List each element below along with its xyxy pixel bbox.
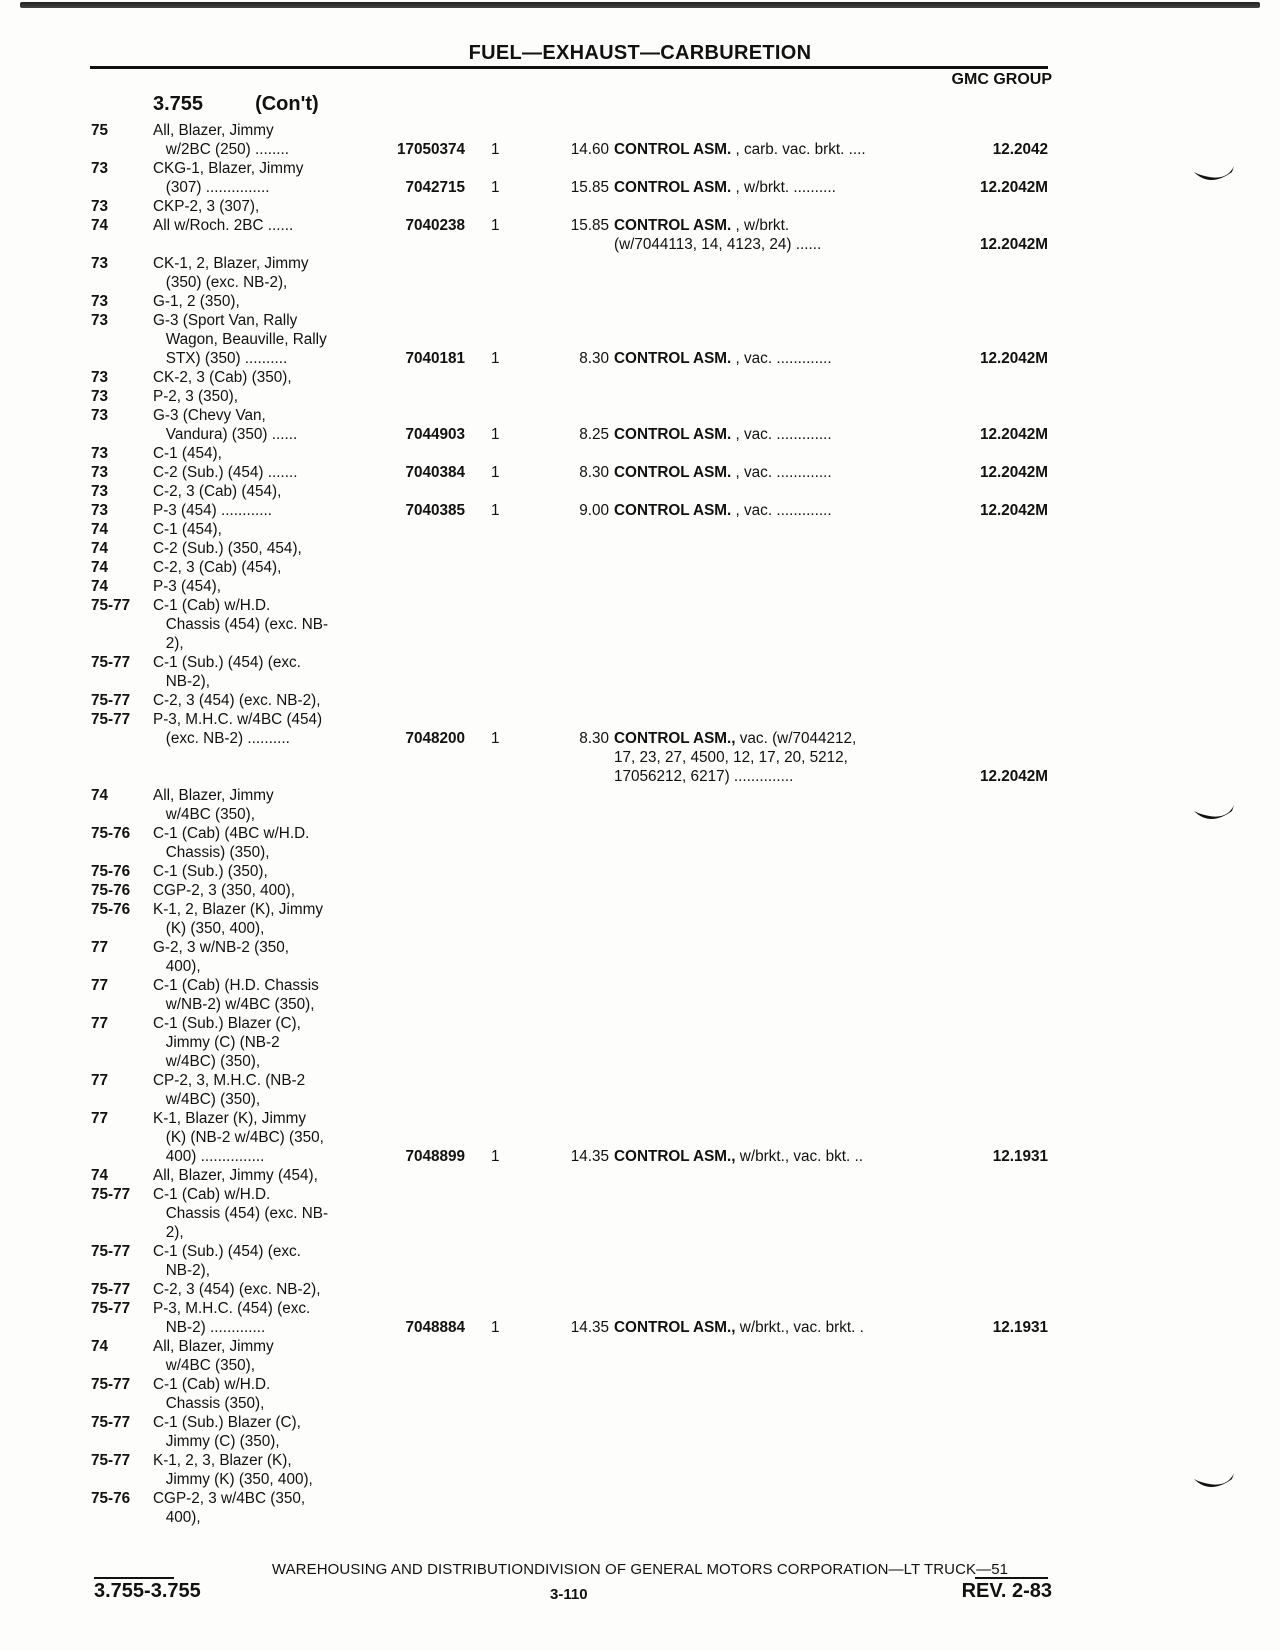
section-heading bbox=[153, 93, 319, 116]
application-text: C-1 (Cab) w/H.D. bbox=[153, 597, 271, 614]
application-line bbox=[0, 577, 1280, 596]
application-text: Wagon, Beauville, Rally bbox=[153, 331, 327, 348]
model-year: 77 bbox=[91, 1015, 109, 1032]
application-line bbox=[0, 1090, 1280, 1109]
application-line bbox=[0, 1432, 1280, 1451]
part-detail: , vac. ............. bbox=[731, 350, 832, 367]
application-text: K-1, 2, Blazer (K), Jimmy bbox=[153, 901, 323, 918]
application-line bbox=[0, 805, 1280, 824]
application-text: C-1 (Cab) (H.D. Chassis bbox=[153, 977, 319, 994]
price: 15.85 bbox=[570, 179, 609, 196]
application-text: (exc. NB-2) .......... bbox=[153, 730, 290, 747]
model-year: 75-76 bbox=[91, 825, 131, 842]
application-line bbox=[0, 710, 1280, 729]
model-year: 73 bbox=[91, 255, 109, 272]
application-text: C-1 (Sub.) (454) (exc. bbox=[153, 1243, 301, 1260]
title-rule bbox=[90, 66, 1048, 69]
part-description bbox=[614, 1147, 863, 1166]
application-text: NB-2), bbox=[153, 1262, 210, 1279]
application-line bbox=[0, 1242, 1280, 1261]
group-reference: 12.2042M bbox=[979, 236, 1048, 253]
model-year: 73 bbox=[91, 483, 109, 500]
part-number: 7040384 bbox=[405, 464, 465, 481]
part-description bbox=[614, 216, 789, 235]
model-year: 74 bbox=[91, 540, 109, 557]
model-year: 75-76 bbox=[91, 882, 131, 899]
quantity: 1 bbox=[491, 217, 500, 234]
application-line bbox=[0, 1128, 1280, 1147]
application-line bbox=[0, 1223, 1280, 1242]
application-line bbox=[0, 1109, 1280, 1128]
application-text: Vandura) (350) ...... bbox=[153, 426, 298, 443]
application-text: STX) (350) .......... bbox=[153, 350, 288, 367]
part-name: CONTROL ASM. bbox=[614, 502, 732, 519]
application-line bbox=[0, 482, 1280, 501]
application-text: CK-1, 2, Blazer, Jimmy bbox=[153, 255, 309, 272]
quantity: 1 bbox=[491, 350, 500, 367]
model-year: 75-77 bbox=[91, 1376, 131, 1393]
group-reference: 12.2042M bbox=[979, 426, 1048, 443]
quantity: 1 bbox=[491, 426, 500, 443]
price: 9.00 bbox=[579, 502, 609, 519]
application-line bbox=[0, 1451, 1280, 1470]
application-text: w/2BC (250) ........ bbox=[153, 141, 290, 158]
application-text: C-2, 3 (Cab) (454), bbox=[153, 483, 282, 500]
application-line bbox=[0, 1071, 1280, 1090]
application-line bbox=[0, 444, 1280, 463]
application-text: G-1, 2 (350), bbox=[153, 293, 240, 310]
application-line bbox=[0, 292, 1280, 311]
quantity: 1 bbox=[491, 1319, 500, 1336]
application-line bbox=[0, 1299, 1280, 1318]
application-text: NB-2) ............. bbox=[153, 1319, 266, 1336]
application-text: NB-2), bbox=[153, 673, 210, 690]
application-text: 400), bbox=[153, 958, 201, 975]
part-description bbox=[614, 425, 832, 444]
part-detail: , w/brkt. .......... bbox=[731, 179, 836, 196]
application-text: Jimmy (C) (350), bbox=[153, 1433, 280, 1450]
part-number: 7044903 bbox=[405, 426, 465, 443]
part-name: CONTROL ASM. bbox=[614, 179, 732, 196]
part-detail: , carb. vac. brkt. .... bbox=[731, 141, 866, 158]
footer-page-number: 3-110 bbox=[550, 1586, 588, 1603]
application-text: G-2, 3 w/NB-2 (350, bbox=[153, 939, 290, 956]
model-year: 74 bbox=[91, 217, 109, 234]
application-line bbox=[0, 159, 1280, 178]
application-line bbox=[0, 1489, 1280, 1508]
part-name: CONTROL ASM., bbox=[614, 1319, 736, 1336]
group-reference: 12.2042 bbox=[992, 141, 1048, 158]
part-description bbox=[614, 729, 856, 748]
application-text: C-2, 3 (Cab) (454), bbox=[153, 559, 282, 576]
page-title: FUEL—EXHAUST—CARBURETION bbox=[468, 42, 812, 64]
application-line bbox=[0, 1261, 1280, 1280]
part-detail: (w/7044113, 14, 4123, 24) ...... bbox=[614, 236, 822, 253]
binder-hole-mark bbox=[1192, 166, 1236, 188]
application-text: Chassis (454) (exc. NB- bbox=[153, 1205, 329, 1222]
application-text: C-2, 3 (454) (exc. NB-2), bbox=[153, 1281, 321, 1298]
part-number: 7048899 bbox=[405, 1148, 465, 1165]
application-line bbox=[0, 919, 1280, 938]
application-line bbox=[0, 520, 1280, 539]
part-description bbox=[614, 463, 832, 482]
quantity: 1 bbox=[491, 179, 500, 196]
application-line bbox=[0, 558, 1280, 577]
group-reference: 12.2042M bbox=[979, 350, 1048, 367]
application-line bbox=[0, 881, 1280, 900]
application-text: 400) ............... bbox=[153, 1148, 265, 1165]
group-reference: 12.2042M bbox=[979, 768, 1048, 785]
application-text: P-2, 3 (350), bbox=[153, 388, 239, 405]
application-text: K-1, Blazer (K), Jimmy bbox=[153, 1110, 306, 1127]
application-line bbox=[0, 539, 1280, 558]
section-number: 3.755 bbox=[153, 93, 204, 115]
part-name: CONTROL ASM. bbox=[614, 464, 732, 481]
model-year: 74 bbox=[91, 559, 109, 576]
application-line bbox=[0, 1052, 1280, 1071]
application-line bbox=[0, 691, 1280, 710]
application-text: 2), bbox=[153, 635, 184, 652]
application-line bbox=[0, 976, 1280, 995]
catalog-entry bbox=[0, 1166, 1280, 1337]
price: 8.30 bbox=[579, 730, 609, 747]
model-year: 74 bbox=[91, 521, 109, 538]
part-detail: 17056212, 6217) .............. bbox=[614, 768, 794, 785]
price: 14.35 bbox=[570, 1148, 609, 1165]
application-text: P-3, M.H.C. w/4BC (454) bbox=[153, 711, 323, 728]
price: 8.30 bbox=[579, 464, 609, 481]
application-line bbox=[0, 1394, 1280, 1413]
model-year: 75-77 bbox=[91, 1243, 131, 1260]
application-text: w/4BC) (350), bbox=[153, 1091, 261, 1108]
group-label: GMC GROUP bbox=[951, 71, 1052, 88]
part-detail: w/brkt., vac. bkt. .. bbox=[735, 1148, 864, 1165]
part-description bbox=[614, 1318, 864, 1337]
model-year: 75-77 bbox=[91, 1281, 131, 1298]
application-line bbox=[0, 1014, 1280, 1033]
footer-section-range: 3.755-3.755 bbox=[94, 1580, 201, 1602]
model-year: 74 bbox=[91, 1338, 109, 1355]
application-line bbox=[0, 330, 1280, 349]
part-name: CONTROL ASM., bbox=[614, 1148, 736, 1165]
part-number: 7042715 bbox=[405, 179, 465, 196]
part-detail: w/brkt., vac. brkt. . bbox=[735, 1319, 864, 1336]
model-year: 75-76 bbox=[91, 901, 131, 918]
application-line bbox=[0, 1033, 1280, 1052]
catalog-entry bbox=[0, 197, 1280, 254]
application-text: All, Blazer, Jimmy bbox=[153, 787, 274, 804]
application-text: C-1 (Sub.) (454) (exc. bbox=[153, 654, 301, 671]
application-line bbox=[0, 957, 1280, 976]
application-line bbox=[0, 1166, 1280, 1185]
application-line bbox=[0, 596, 1280, 615]
quantity: 1 bbox=[491, 502, 500, 519]
application-line bbox=[0, 1280, 1280, 1299]
model-year: 73 bbox=[91, 407, 109, 424]
model-year: 73 bbox=[91, 464, 109, 481]
model-year: 75-77 bbox=[91, 654, 131, 671]
application-text: Chassis (454) (exc. NB- bbox=[153, 616, 329, 633]
model-year: 73 bbox=[91, 388, 109, 405]
part-description bbox=[614, 178, 836, 197]
application-text: w/NB-2) w/4BC (350), bbox=[153, 996, 315, 1013]
application-text: P-3, M.H.C. (454) (exc. bbox=[153, 1300, 311, 1317]
price: 14.60 bbox=[570, 141, 609, 158]
model-year: 75-77 bbox=[91, 597, 131, 614]
application-text: CK-2, 3 (Cab) (350), bbox=[153, 369, 292, 386]
application-line bbox=[0, 672, 1280, 691]
application-text: Jimmy (C) (NB-2 bbox=[153, 1034, 280, 1051]
application-line bbox=[0, 1337, 1280, 1356]
part-number: 7048200 bbox=[405, 730, 465, 747]
application-line bbox=[0, 254, 1280, 273]
application-line bbox=[0, 1413, 1280, 1432]
application-line bbox=[0, 311, 1280, 330]
price: 8.25 bbox=[579, 426, 609, 443]
catalog-entry bbox=[0, 368, 1280, 444]
model-year: 77 bbox=[91, 1072, 109, 1089]
application-text: C-1 (Cab) w/H.D. bbox=[153, 1376, 271, 1393]
application-text: G-3 (Chevy Van, bbox=[153, 407, 266, 424]
application-line bbox=[0, 1356, 1280, 1375]
part-detail: , vac. ............. bbox=[731, 502, 832, 519]
part-detail: , vac. ............. bbox=[731, 426, 832, 443]
application-line bbox=[0, 406, 1280, 425]
application-text: C-2 (Sub.) (454) ....... bbox=[153, 464, 298, 481]
part-name: CONTROL ASM. bbox=[614, 141, 732, 158]
quantity: 1 bbox=[491, 730, 500, 747]
part-name: CONTROL ASM. bbox=[614, 426, 732, 443]
application-text: 400), bbox=[153, 1509, 201, 1526]
binder-hole-mark bbox=[1192, 1473, 1236, 1495]
part-number: 17050374 bbox=[396, 141, 465, 158]
application-text: C-1 (454), bbox=[153, 445, 222, 462]
application-text: C-1 (Cab) (4BC w/H.D. bbox=[153, 825, 310, 842]
model-year: 74 bbox=[91, 578, 109, 595]
application-text: All, Blazer, Jimmy bbox=[153, 122, 274, 139]
application-text: Jimmy (K) (350, 400), bbox=[153, 1471, 313, 1488]
part-number: 7040181 bbox=[405, 350, 465, 367]
part-description bbox=[614, 501, 832, 520]
binder-hole-mark bbox=[1192, 805, 1236, 827]
application-text: C-2 (Sub.) (350, 454), bbox=[153, 540, 302, 557]
model-year: 75-77 bbox=[91, 711, 131, 728]
catalog-entry bbox=[0, 159, 1280, 197]
application-text: G-3 (Sport Van, Rally bbox=[153, 312, 298, 329]
part-description bbox=[614, 140, 866, 159]
application-line bbox=[0, 1375, 1280, 1394]
model-year: 73 bbox=[91, 312, 109, 329]
application-text: CKG-1, Blazer, Jimmy bbox=[153, 160, 304, 177]
application-text: (K) (NB-2 w/4BC) (350, bbox=[153, 1129, 324, 1146]
catalog-entry bbox=[0, 1337, 1280, 1527]
application-text: C-1 (454), bbox=[153, 521, 222, 538]
catalog-entry bbox=[0, 254, 1280, 368]
application-text: CKP-2, 3 (307), bbox=[153, 198, 260, 215]
application-line bbox=[0, 1204, 1280, 1223]
application-line bbox=[0, 387, 1280, 406]
part-description bbox=[614, 767, 793, 786]
application-text: Chassis (350), bbox=[153, 1395, 265, 1412]
part-description bbox=[614, 349, 832, 368]
part-description bbox=[614, 235, 821, 254]
application-line bbox=[0, 995, 1280, 1014]
application-text: C-1 (Sub.) Blazer (C), bbox=[153, 1015, 301, 1032]
catalog-entry bbox=[0, 786, 1280, 1166]
model-year: 75-76 bbox=[91, 863, 131, 880]
application-text: CGP-2, 3 w/4BC (350, bbox=[153, 1490, 306, 1507]
application-text: (350) (exc. NB-2), bbox=[153, 274, 288, 291]
footer-note: WAREHOUSING AND DISTRIBUTIONDIVISION OF GENERAL MOTORS CORPORATION—LT TRUCK—51 bbox=[271, 1561, 1009, 1578]
quantity: 1 bbox=[491, 141, 500, 158]
model-year: 74 bbox=[91, 1167, 109, 1184]
quantity: 1 bbox=[491, 464, 500, 481]
group-reference: 12.1931 bbox=[992, 1319, 1048, 1336]
model-year: 75-77 bbox=[91, 692, 131, 709]
application-line bbox=[0, 197, 1280, 216]
application-text: CP-2, 3, M.H.C. (NB-2 bbox=[153, 1072, 306, 1089]
application-text: P-3 (454), bbox=[153, 578, 222, 595]
application-text: 2), bbox=[153, 1224, 184, 1241]
part-number: 7048884 bbox=[405, 1319, 465, 1336]
application-text: All, Blazer, Jimmy bbox=[153, 1338, 274, 1355]
application-text: (307) ............... bbox=[153, 179, 270, 196]
part-name: CONTROL ASM. bbox=[614, 350, 732, 367]
part-description bbox=[614, 748, 848, 767]
application-text: C-1 (Cab) w/H.D. bbox=[153, 1186, 271, 1203]
model-year: 75 bbox=[91, 122, 109, 139]
model-year: 73 bbox=[91, 369, 109, 386]
price: 14.35 bbox=[570, 1319, 609, 1336]
group-reference: 12.2042M bbox=[979, 502, 1048, 519]
model-year: 75-77 bbox=[91, 1186, 131, 1203]
model-year: 75-77 bbox=[91, 1414, 131, 1431]
footer-revision: REV. 2-83 bbox=[961, 1580, 1052, 1602]
application-text: C-2, 3 (454) (exc. NB-2), bbox=[153, 692, 321, 709]
application-line bbox=[0, 1185, 1280, 1204]
application-text: C-1 (Sub.) (350), bbox=[153, 863, 268, 880]
model-year: 73 bbox=[91, 502, 109, 519]
application-text: All, Blazer, Jimmy (454), bbox=[153, 1167, 318, 1184]
model-year: 77 bbox=[91, 1110, 109, 1127]
model-year: 77 bbox=[91, 939, 109, 956]
application-line bbox=[0, 1470, 1280, 1489]
application-text: K-1, 2, 3, Blazer (K), bbox=[153, 1452, 292, 1469]
model-year: 73 bbox=[91, 445, 109, 462]
group-reference: 12.2042M bbox=[979, 464, 1048, 481]
page-top-border bbox=[20, 2, 1260, 8]
model-year: 74 bbox=[91, 787, 109, 804]
application-text: C-1 (Sub.) Blazer (C), bbox=[153, 1414, 301, 1431]
model-year: 73 bbox=[91, 293, 109, 310]
parts-catalog-list bbox=[0, 121, 1280, 1527]
application-text: CGP-2, 3 (350, 400), bbox=[153, 882, 295, 899]
application-line bbox=[0, 900, 1280, 919]
part-number: 7040238 bbox=[405, 217, 465, 234]
application-text: w/4BC (350), bbox=[153, 1357, 256, 1374]
application-line bbox=[0, 1508, 1280, 1527]
application-line bbox=[0, 824, 1280, 843]
section-continued: (Con't) bbox=[255, 93, 319, 115]
part-detail: vac. (w/7044212, bbox=[735, 730, 857, 747]
application-line bbox=[0, 843, 1280, 862]
application-line bbox=[0, 634, 1280, 653]
application-text: w/4BC) (350), bbox=[153, 1053, 261, 1070]
part-detail: , vac. ............. bbox=[731, 464, 832, 481]
quantity: 1 bbox=[491, 1148, 500, 1165]
catalog-entry bbox=[0, 482, 1280, 520]
application-text: P-3 (454) ............ bbox=[153, 502, 273, 519]
application-text: (K) (350, 400), bbox=[153, 920, 265, 937]
catalog-entry bbox=[0, 444, 1280, 482]
application-line bbox=[0, 273, 1280, 292]
part-detail: 17, 23, 27, 4500, 12, 17, 20, 5212, bbox=[614, 749, 848, 766]
price: 15.85 bbox=[570, 217, 609, 234]
application-line bbox=[0, 653, 1280, 672]
model-year: 75-77 bbox=[91, 1452, 131, 1469]
catalog-entry bbox=[0, 520, 1280, 786]
group-reference: 12.2042M bbox=[979, 179, 1048, 196]
model-year: 75-77 bbox=[91, 1300, 131, 1317]
application-text: w/4BC (350), bbox=[153, 806, 256, 823]
part-detail: , w/brkt. bbox=[731, 217, 790, 234]
model-year: 73 bbox=[91, 160, 109, 177]
application-line bbox=[0, 938, 1280, 957]
model-year: 75-76 bbox=[91, 1490, 131, 1507]
application-line bbox=[0, 121, 1280, 140]
application-line bbox=[0, 368, 1280, 387]
part-name: CONTROL ASM., bbox=[614, 730, 736, 747]
catalog-entry bbox=[0, 121, 1280, 159]
application-text: All w/Roch. 2BC ...... bbox=[153, 217, 294, 234]
application-line bbox=[0, 615, 1280, 634]
application-text: Chassis) (350), bbox=[153, 844, 270, 861]
part-name: CONTROL ASM. bbox=[614, 217, 732, 234]
group-reference: 12.1931 bbox=[992, 1148, 1048, 1165]
application-line bbox=[0, 786, 1280, 805]
model-year: 77 bbox=[91, 977, 109, 994]
model-year: 73 bbox=[91, 198, 109, 215]
application-line bbox=[0, 862, 1280, 881]
part-number: 7040385 bbox=[405, 502, 465, 519]
price: 8.30 bbox=[579, 350, 609, 367]
